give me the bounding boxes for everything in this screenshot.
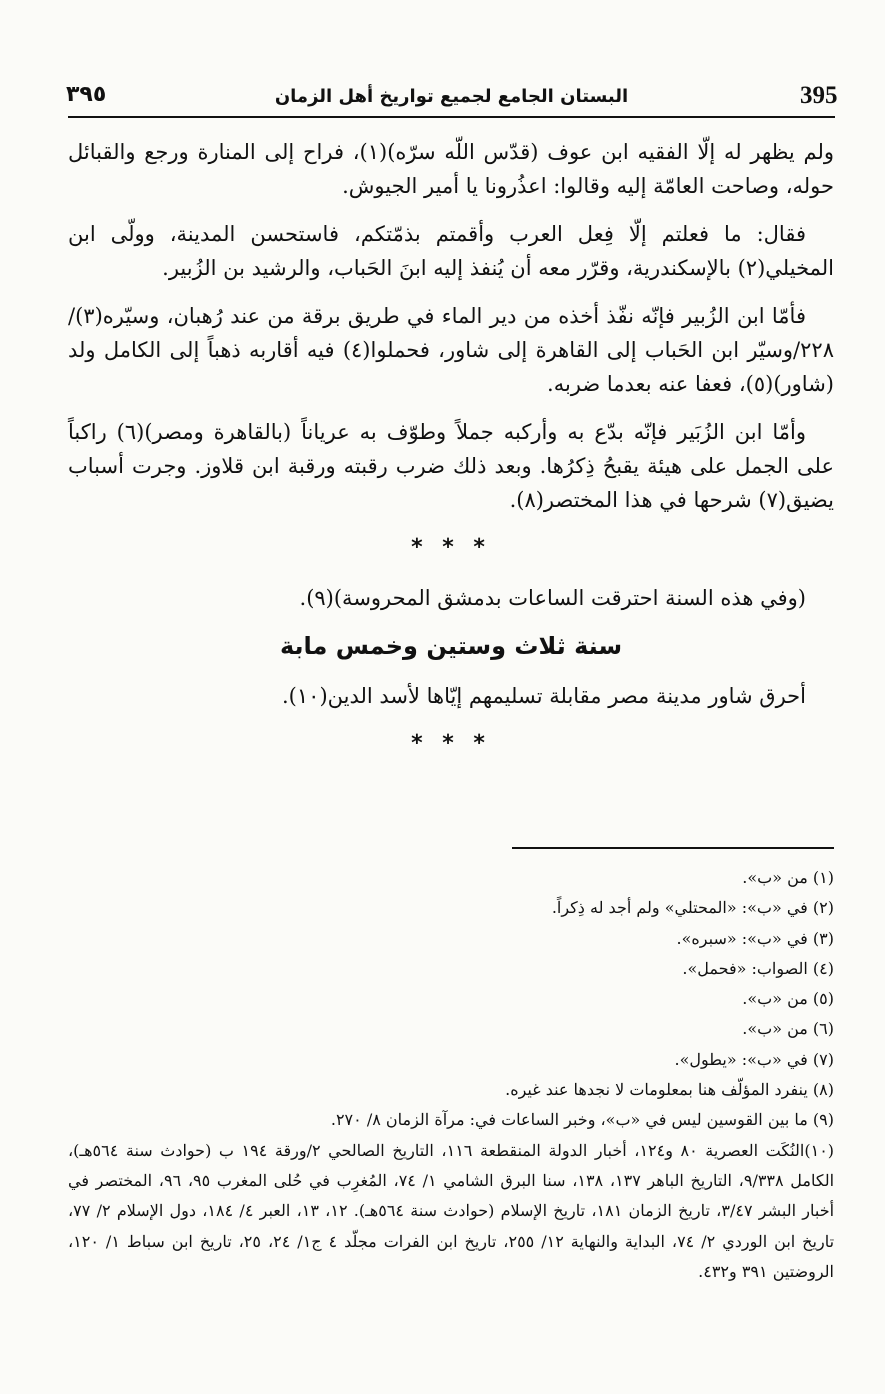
footnotes [68, 863, 834, 1287]
page-header [66, 78, 838, 118]
footnote: (٤) الصواب: «فحمل». [682, 958, 834, 978]
footnote: (٣) في «ب»: «سبره». [676, 928, 834, 948]
footnote: (٧) في «ب»: «يطول». [674, 1049, 834, 1069]
footnote-rule [512, 847, 834, 849]
footnote: (١٠)النُكَت العصرية ٨٠ و١٢٤، أخبار الدولة المنقطعة ١١٦، التاريخ الصالحي ٢/ورقة ١٩٤ ب (حوادث سنة ٥٦٤هـ)، الكامل ٩/٣٣٨، التاريخ الباهر ١٣٧، ١٣٨، سنا البرق الشامي ١/ ٧٤، المُغرِب في حُلى المغرب ٩٥، ٩٦، المختصر في أخبار البشر ٣/٤٧، تاريخ الزمان ١٨١، تاريخ الإسلام (حوادث سنة ٥٦٤هـ). ١٢، ١٣، العبر ٤/ ١٨٤، دول الإسلام ٢/ ٧٧، تاريخ ابن الوردي ٢/ ٧٤، البداية والنهاية ١٢/ ٢٥٥، تاريخ ابن الفرات مجلّد ٤ ج١/ ٢٤، ٢٥، تاريخ ابن سباط ١/ ١٢٠، الروضتين ٣٩١ و٤٣٢. [68, 1140, 835, 1281]
footnote: (٦) من «ب». [742, 1019, 834, 1039]
page-number-arabic: ٣٩٥ [66, 82, 107, 107]
section-separator: * * * [411, 731, 491, 756]
main-text [68, 135, 834, 777]
footnote: (٨) ينفرد المؤلّف هنا بمعلومات لا نجدها عند غيره. [505, 1080, 834, 1100]
paragraph: وأمّا ابن الزُبَير فإنّه بدّع به وأركبه جملاً وطوّف به عرياناً (بالقاهرة ومصر)(٦) راكباً على الجمل على هيئة يقبحُ ذِكرُها. وبعد ذلك ضرب رقبته ورقبة ابن قلاوز. وجرت أسباب يضيق(٧) شرحها في هذا المختصر(٨). [68, 420, 834, 512]
year-paragraph: أحرق شاور مدينة مصر مقابلة تسليمهم إيّاها لأسد الدين(١٠). [282, 684, 806, 708]
paragraph: فقال: ما فعلتم إلّا فِعل العرب وأقمتم بذمّتكم، فاستحسن المدينة، وولّى ابن المخيلي(٢) بالإسكندرية، وقرّر معه أن يُنفذ إليه ابنَ الحَباب، والرشيد بن الزُبير. [68, 222, 834, 280]
page-number-latin: 395 [800, 82, 838, 109]
fire-note: (وفي هذه السنة احترقت الساعات بدمشق المحروسة)(٩). [299, 586, 806, 610]
footnote: (١) من «ب». [742, 868, 834, 887]
year-heading: سنة ثلاث وستين وخمس مابة [279, 632, 623, 660]
running-title: البستان الجامع لجميع تواريخ أهل الزمان [274, 86, 629, 107]
paragraph: ولم يظهر له إلّا الفقيه ابن عوف (قدّس اللّه سرّه)(١)، فراح إلى المنارة ورجع والقبائل حوله، وصاحت العامّة إليه وقالوا: اعذُرونا يا أمير الجيوش. [68, 140, 834, 198]
footnote: (٢) في «ب»: «المحتلي» ولم أجد له ذِكراً. [551, 898, 834, 918]
paragraph: فأمّا ابن الزُبير فإنّه نفّذ أخذه من دير الماء في طريق برقة من عند رُهبان، وسيّره(٣)/٢٢٨/وسيّر ابن الحَباب إلى القاهرة إلى شاور، فحملوا(٤) فيه أقاربه ذهباً إلى الكامل ولد (شاور)(٥)، فعفا عنه بعدما ضربه. [68, 304, 834, 396]
footnote: (٩) ما بين القوسين ليس في «ب»، وخبر الساعات في: مرآة الزمان ٨/ ٢٧٠. [330, 1110, 834, 1130]
footnote: (٥) من «ب». [742, 989, 834, 1009]
section-separator: * * * [411, 535, 491, 560]
